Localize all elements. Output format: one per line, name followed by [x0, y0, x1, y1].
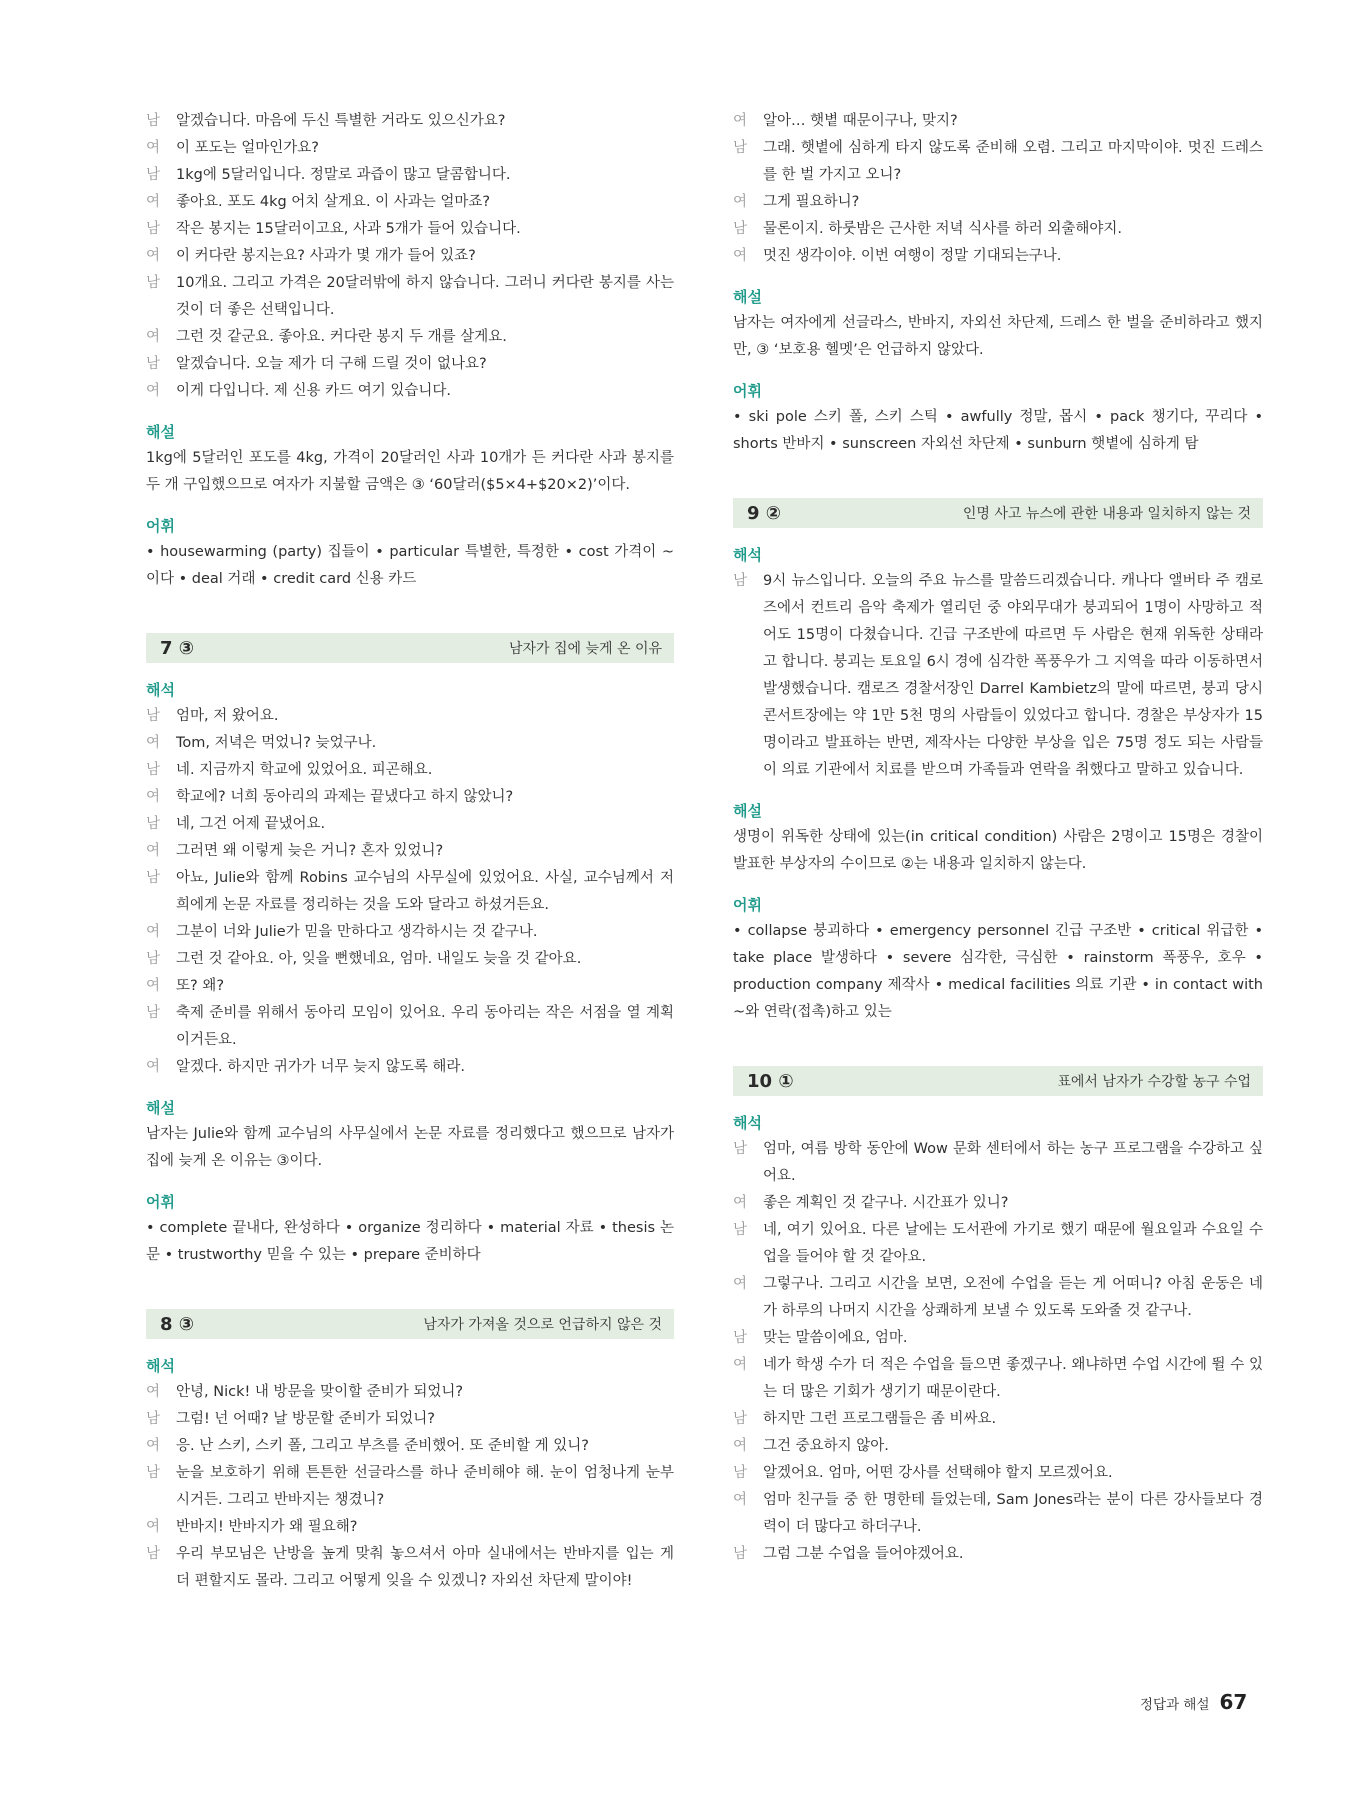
speaker-label: 여 [146, 1519, 161, 1535]
utterance-text: Tom, 저녁은 먹었니? 늦었구나. [176, 735, 377, 751]
dialogue-block [733, 1136, 1263, 1568]
utterance-text: 그런 것 같군요. 좋아요. 커다란 봉지 두 개를 살게요. [176, 329, 507, 345]
speaker-label: 여 [146, 329, 161, 345]
utterance-text: 9시 뉴스입니다. 오늘의 주요 뉴스를 말씀드리겠습니다. 캐나다 앨버타 주 캠로즈에서 컨트리 음악 축제가 열리던 중 야외무대가 붕괴되어 1명이 사망하고 적어도 15명이 다쳤습니다. 긴급 구조반에 따르면 두 사람은 현재 위독한 상태라고 합니다. 붕괴는 토요일 6시 경에 심각한 폭풍우가 그 지역을 따라 이동하면서 발생했습니다. 캠로즈 경찰서장인 Darrel Kambietz의 말에 따르면, 붕괴 당시 콘서트장에는 약 1만 5천 명의 사람들이 있었다고 합니다. 경찰은 부상자가 15명이라고 발표하는 반면, 제작사는 다양한 부상을 입은 75명 정도 되는 사람들이 의료 기관에서 치료를 받으며 가족들과 연락을 취했다고 말하고 있습니다. [763, 573, 1263, 778]
dialogue-line [146, 1406, 674, 1433]
dialogue-line [146, 919, 674, 946]
utterance-text: 그게 필요하니? [763, 194, 860, 210]
speaker-label: 여 [146, 248, 161, 264]
question-number: 7 ③ [160, 637, 195, 659]
dialogue-line [733, 243, 1263, 270]
dialogue-line [146, 135, 674, 162]
speaker-label: 여 [733, 1438, 748, 1454]
utterance-text: 또? 왜? [176, 978, 225, 994]
speaker-label: 여 [146, 789, 161, 805]
dialogue-line [733, 1460, 1263, 1487]
dialogue-line [146, 1054, 674, 1081]
utterance-text: 그건 중요하지 않아. [763, 1438, 889, 1454]
dialogue-line [733, 108, 1263, 135]
dialogue-line [146, 865, 674, 919]
utterance-text: 네, 여기 있어요. 다른 날에는 도서관에 가기로 했기 때문에 월요일과 수요일 수업을 들어야 할 것 같아요. [763, 1222, 1263, 1265]
utterance-text: 그런 것 같아요. 아, 잊을 뻔했네요, 엄마. 내일도 늦을 것 같아요. [176, 951, 582, 967]
speaker-label: 남 [146, 708, 161, 724]
speaker-label: 여 [146, 1384, 161, 1400]
speaker-label: 남 [146, 356, 161, 372]
page-number: 67 [1219, 1690, 1248, 1714]
dialogue-line [146, 973, 674, 1000]
dialogue-line [146, 243, 674, 270]
question-topic: 남자가 가져올 것으로 언급하지 않은 것 [423, 1317, 662, 1333]
utterance-text: 물론이지. 하룻밤은 근사한 저녁 식사를 하러 외출해야지. [763, 221, 1123, 237]
speaker-label: 남 [146, 762, 161, 778]
utterance-text: 그래. 햇볕에 심하게 타지 않도록 준비해 오렴. 그리고 마지막이야. 멋진 드레스를 한 벌 가지고 오니? [763, 140, 1263, 183]
dialogue-line [733, 1433, 1263, 1460]
dialogue-block [733, 568, 1263, 784]
dialogue-line [146, 838, 674, 865]
left-column [146, 108, 674, 1595]
speaker-label: 남 [146, 1546, 161, 1562]
utterance-text: 멋진 생각이야. 이번 여행이 정말 기대되는구나. [763, 248, 1062, 264]
utterance-text: 하지만 그런 프로그램들은 좀 비싸요. [763, 1411, 997, 1427]
vocabulary-label: 어휘 [146, 1193, 175, 1211]
dialogue-line [733, 568, 1263, 784]
dialogue-line [146, 324, 674, 351]
question-topic: 표에서 남자가 수강할 농구 수업 [1057, 1074, 1251, 1090]
speaker-label: 여 [733, 194, 748, 210]
utterance-text: 그럼! 넌 어때? 날 방문할 준비가 되었니? [176, 1411, 435, 1427]
question-topic: 남자가 집에 늦게 온 이유 [508, 641, 662, 657]
speaker-label: 남 [733, 1141, 748, 1157]
utterance-text: 응. 난 스키, 스키 폴, 그리고 부츠를 준비했어. 또 준비할 게 있니? [176, 1438, 589, 1454]
dialogue-line [146, 378, 674, 405]
speaker-label: 남 [733, 1411, 748, 1427]
explanation-label: 해설 [146, 423, 175, 441]
speaker-label: 남 [146, 221, 161, 237]
utterance-text: 1kg에 5달러입니다. 정말로 과즙이 많고 달콤합니다. [176, 167, 511, 183]
utterance-text: 학교에? 너희 동아리의 과제는 끝냈다고 하지 않았니? [176, 789, 514, 805]
utterance-text: 알겠어요. 엄마, 어떤 강사를 선택해야 할지 모르겠어요. [763, 1465, 1113, 1481]
dialogue-line [733, 1217, 1263, 1271]
utterance-text: 눈을 보호하기 위해 튼튼한 선글라스를 하나 준비해야 해. 눈이 엄청나게 눈부시거든. 그리고 반바지는 챙겼니? [176, 1465, 674, 1508]
utterance-text: 이 포도는 얼마인가요? [176, 140, 319, 156]
speaker-label: 남 [146, 1005, 161, 1021]
utterance-text: 엄마, 저 왔어요. [176, 708, 279, 724]
speaker-label: 여 [733, 1276, 748, 1292]
dialogue-line [146, 216, 674, 243]
translation-label: 해석 [733, 1114, 762, 1132]
speaker-label: 남 [146, 816, 161, 832]
utterance-text: 네. 지금까지 학교에 있었어요. 피곤해요. [176, 762, 433, 778]
utterance-text: 축제 준비를 위해서 동아리 모임이 있어요. 우리 동아리는 작은 서점을 열 계획이거든요. [176, 1005, 674, 1048]
dialogue-line [146, 703, 674, 730]
dialogue-block [733, 108, 1263, 270]
dialogue-line [733, 1136, 1263, 1190]
dialogue-line [146, 1514, 674, 1541]
dialogue-block [146, 108, 674, 405]
dialogue-line [146, 1433, 674, 1460]
dialogue-line [733, 1541, 1263, 1568]
right-column [733, 108, 1263, 1568]
explanation-label: 해설 [733, 802, 762, 820]
speaker-label: 남 [733, 221, 748, 237]
question-topic: 인명 사고 뉴스에 관한 내용과 일치하지 않는 것 [962, 506, 1251, 522]
dialogue-block [146, 1379, 674, 1595]
speaker-label: 남 [146, 1465, 161, 1481]
utterance-text: 알겠습니다. 마음에 두신 특별한 거라도 있으신가요? [176, 113, 506, 129]
explanation-text: 1kg에 5달러인 포도를 4kg, 가격이 20달러인 사과 10개가 든 커다란 사과 봉지를 두 개 구입했으므로 여자가 지불할 금액은 ③ ‘60달러($5×4+$20×2)’이다. [146, 450, 674, 493]
explanation-text: 남자는 Julie와 함께 교수님의 사무실에서 논문 자료를 정리했다고 했으므로 남자가 집에 늦게 온 이유는 ③이다. [146, 1126, 674, 1169]
explanation-label: 해설 [146, 1099, 175, 1117]
speaker-label: 여 [146, 140, 161, 156]
dialogue-line [733, 1325, 1263, 1352]
question-7-header [146, 633, 674, 663]
utterance-text: 알겠다. 하지만 귀가가 너무 늦지 않도록 해라. [176, 1059, 465, 1075]
question-10-header [733, 1066, 1263, 1096]
speaker-label: 남 [146, 870, 161, 886]
dialogue-line [146, 351, 674, 378]
utterance-text: 알겠습니다. 오늘 제가 더 구해 드릴 것이 없나요? [176, 356, 487, 372]
utterance-text: 작은 봉지는 15달러이고요, 사과 5개가 들어 있습니다. [176, 221, 521, 237]
utterance-text: 알아… 햇볕 때문이구나, 맞지? [763, 113, 958, 129]
dialogue-line [733, 216, 1263, 243]
page-footer [1140, 1690, 1247, 1714]
dialogue-line [146, 730, 674, 757]
utterance-text: 그러면 왜 이렇게 늦은 거니? 혼자 있었니? [176, 843, 444, 859]
speaker-label: 남 [146, 1411, 161, 1427]
utterance-text: 좋아요. 포도 4kg 어치 살게요. 이 사과는 얼마죠? [176, 194, 491, 210]
utterance-text: 우리 부모님은 난방을 높게 맞춰 놓으셔서 아마 실내에서는 반바지를 입는 게 더 편할지도 몰라. 그리고 어떻게 잊을 수 있겠니? 자외선 차단제 말이야! [176, 1546, 674, 1589]
dialogue-line [733, 189, 1263, 216]
utterance-text: 아뇨, Julie와 함께 Robins 교수님의 사무실에 있었어요. 사실, 교수님께서 저희에게 논문 자료를 정리하는 것을 도와 달라고 하셨거든요. [176, 870, 674, 913]
utterance-text: 그렇구나. 그리고 시간을 보면, 오전에 수업을 듣는 게 어떠니? 아침 운동은 네가 하루의 나머지 시간을 상쾌하게 보낼 수 있도록 도와줄 것 같구나. [763, 1276, 1263, 1319]
speaker-label: 여 [146, 194, 161, 210]
speaker-label: 남 [733, 1465, 748, 1481]
speaker-label: 남 [146, 951, 161, 967]
speaker-label: 남 [146, 167, 161, 183]
explanation-text: 남자는 여자에게 선글라스, 반바지, 자외선 차단제, 드레스 한 벌을 준비하라고 했지만, ③ ‘보호용 헬멧’은 언급하지 않았다. [733, 315, 1263, 358]
utterance-text: 네가 학생 수가 더 적은 수업을 들으면 좋겠구나. 왜냐하면 수업 시간에 뛸 수 있는 더 많은 기회가 생기기 때문이란다. [763, 1357, 1263, 1400]
dialogue-line [733, 1352, 1263, 1406]
translation-label: 해석 [146, 1357, 175, 1375]
dialogue-line [146, 1460, 674, 1514]
speaker-label: 남 [733, 1330, 748, 1346]
utterance-text: 맞는 말씀이에요, 엄마. [763, 1330, 908, 1346]
dialogue-line [146, 784, 674, 811]
speaker-label: 여 [733, 1492, 748, 1508]
vocabulary-text: • collapse 붕괴하다 • emergency personnel 긴급 구조반 • critical 위급한 • take place 발생하다 • severe 심각한, 극심한 • rainstorm 폭풍우, 호우 • production company 제작사 • medical facilities 의료 기관 • in contact with ~와 연락(접촉)하고 있는 [733, 923, 1263, 1020]
utterance-text: 이게 다입니다. 제 신용 카드 여기 있습니다. [176, 383, 451, 399]
speaker-label: 남 [733, 1222, 748, 1238]
speaker-label: 남 [733, 140, 748, 156]
speaker-label: 여 [733, 1357, 748, 1373]
speaker-label: 여 [146, 924, 161, 940]
utterance-text: 엄마, 여름 방학 동안에 Wow 문화 센터에서 하는 농구 프로그램을 수강하고 싶어요. [763, 1141, 1263, 1184]
question-number: 9 ② [747, 502, 782, 524]
speaker-label: 여 [733, 113, 748, 129]
question-number: 10 ① [747, 1070, 794, 1092]
speaker-label: 여 [733, 1195, 748, 1211]
utterance-text: 10개요. 그리고 가격은 20달러밖에 하지 않습니다. 그러니 커다란 봉지를 사는 것이 더 좋은 선택입니다. [176, 275, 674, 318]
footer-label: 정답과 해설 [1140, 1697, 1210, 1713]
translation-label: 해석 [733, 546, 762, 564]
dialogue-line [733, 1190, 1263, 1217]
dialogue-line [146, 270, 674, 324]
dialogue-line [146, 1000, 674, 1054]
utterance-text: 엄마 친구들 중 한 명한테 들었는데, Sam Jones라는 분이 다른 강사들보다 경력이 더 많다고 하더구나. [763, 1492, 1263, 1535]
translation-label: 해석 [146, 681, 175, 699]
speaker-label: 남 [146, 113, 161, 129]
speaker-label: 여 [146, 735, 161, 751]
explanation-label: 해설 [733, 288, 762, 306]
speaker-label: 남 [733, 1546, 748, 1562]
utterance-text: 안녕, Nick! 내 방문을 맞이할 준비가 되었니? [176, 1384, 464, 1400]
dialogue-line [146, 189, 674, 216]
vocabulary-label: 어휘 [146, 517, 175, 535]
speaker-label: 남 [733, 573, 748, 589]
dialogue-line [146, 757, 674, 784]
speaker-label: 여 [146, 1059, 161, 1075]
utterance-text: 이 커다란 봉지는요? 사과가 몇 개가 들어 있죠? [176, 248, 476, 264]
utterance-text: 반바지! 반바지가 왜 필요해? [176, 1519, 358, 1535]
dialogue-line [733, 1487, 1263, 1541]
speaker-label: 여 [146, 383, 161, 399]
dialogue-line [733, 1406, 1263, 1433]
vocabulary-label: 어휘 [733, 896, 762, 914]
utterance-text: 그분이 너와 Julie가 믿을 만하다고 생각하시는 것 같구나. [176, 924, 538, 940]
dialogue-line [146, 162, 674, 189]
dialogue-line [146, 108, 674, 135]
speaker-label: 여 [146, 843, 161, 859]
utterance-text: 좋은 계획인 것 같구나. 시간표가 있니? [763, 1195, 1009, 1211]
dialogue-line [733, 135, 1263, 189]
vocabulary-text: • complete 끝내다, 완성하다 • organize 정리하다 • material 자료 • thesis 논문 • trustworthy 믿을 수 있는 • prepare 준비하다 [146, 1220, 674, 1263]
explanation-text: 생명이 위독한 상태에 있는(in critical condition) 사람은 2명이고 15명은 경찰이 발표한 부상자의 수이므로 ②는 내용과 일치하지 않는다. [733, 829, 1263, 872]
utterance-text: 그럼 그분 수업을 들어야겠어요. [763, 1546, 964, 1562]
question-8-header [146, 1309, 674, 1339]
speaker-label: 여 [146, 978, 161, 994]
vocabulary-label: 어휘 [733, 382, 762, 400]
vocabulary-text: • ski pole 스키 폴, 스키 스틱 • awfully 정말, 몹시 • pack 챙기다, 꾸리다 • shorts 반바지 • sunscreen 자외선 차단제 • sunburn 햇볕에 심하게 탐 [733, 409, 1263, 452]
speaker-label: 여 [733, 248, 748, 264]
dialogue-block [146, 703, 674, 1081]
question-number: 8 ③ [160, 1313, 195, 1335]
question-9-header [733, 498, 1263, 528]
dialogue-line [146, 1379, 674, 1406]
dialogue-line [146, 811, 674, 838]
vocabulary-text: • housewarming (party) 집들이 • particular 특별한, 특정한 • cost 가격이 ~이다 • deal 거래 • credit card 신용 카드 [146, 544, 674, 587]
utterance-text: 네, 그건 어제 끝냈어요. [176, 816, 326, 832]
dialogue-line [146, 1541, 674, 1595]
dialogue-line [146, 946, 674, 973]
speaker-label: 남 [146, 275, 161, 291]
speaker-label: 여 [146, 1438, 161, 1454]
dialogue-line [733, 1271, 1263, 1325]
